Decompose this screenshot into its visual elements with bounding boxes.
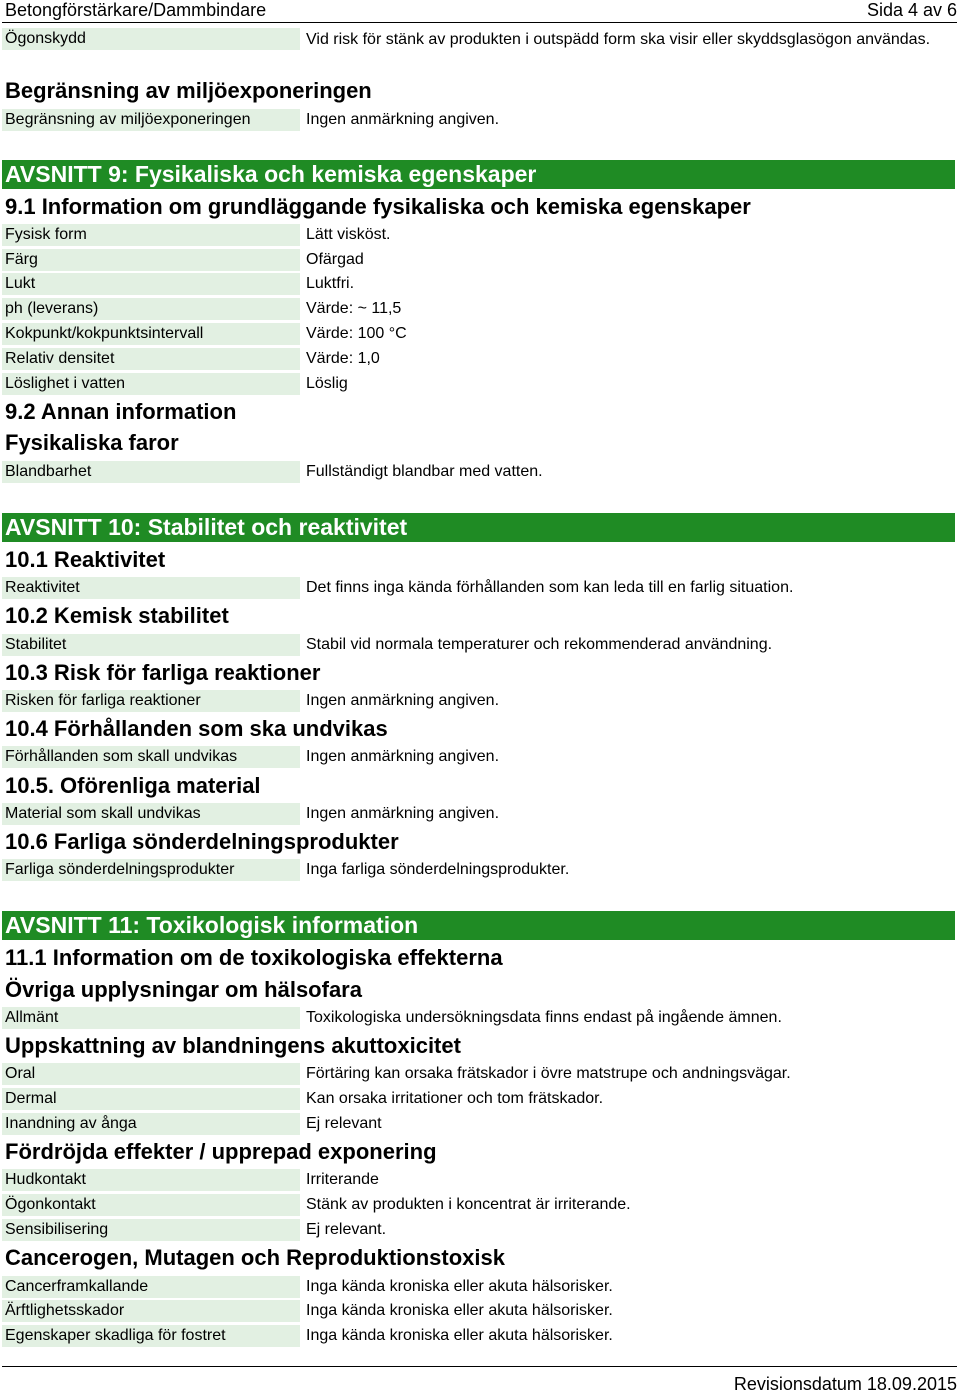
label-miscibility: Blandbarhet: [2, 461, 300, 483]
heading-10-1: 10.1 Reaktivitet: [5, 547, 166, 572]
revision-date: Revisionsdatum 18.09.2015: [733, 1374, 957, 1394]
value-vapour-inhalation: Ej relevant: [306, 1115, 382, 1132]
label-dermal: Dermal: [2, 1088, 300, 1110]
section-10-title-bar: AVSNITT 10: Stabilitet och reaktivitet: [2, 513, 955, 542]
label-water-solubility: Löslighet i vatten: [2, 373, 300, 395]
label-sensitisation: Sensibilisering: [2, 1219, 300, 1241]
value-skin-contact: Irriterande: [306, 1171, 379, 1188]
label-env-exposure: Begränsning av miljöexponeringen: [2, 109, 300, 131]
page-number: Sida 4 av 6: [866, 0, 957, 20]
heading-10-6: 10.6 Farliga sönderdelningsprodukter: [5, 829, 399, 854]
heading-acute-toxicity: Uppskattning av blandningens akuttoxicitet: [5, 1033, 461, 1058]
value-relative-density: Värde: 1,0: [306, 350, 380, 367]
value-eye-protection: Vid risk för stänk av produkten i outspädd form ska visir eller skyddsglasögon användas.: [306, 31, 931, 48]
value-color: Ofärgad: [306, 251, 364, 268]
value-ph: Värde: ~ 11,5: [306, 300, 402, 317]
section-11-title-bar: AVSNITT 11: Toxikologisk information: [2, 911, 955, 940]
label-eye-protection: Ögonskydd: [2, 28, 300, 50]
label-conditions-to-avoid: Förhållanden som skall undvikas: [2, 746, 300, 768]
value-stability: Stabil vid normala temperaturer och rekommenderad användning.: [306, 636, 773, 653]
value-miscibility: Fullständigt blandbar med vatten.: [306, 463, 543, 480]
value-general: Toxikologiska undersökningsdata finns endast på ingående ämnen.: [306, 1009, 782, 1026]
heading-10-3: 10.3 Risk för farliga reaktioner: [5, 660, 321, 685]
heading-physical-hazards: Fysikaliska faror: [5, 430, 179, 455]
value-mutagenic: Inga kända kroniska eller akuta hälsorisker.: [306, 1302, 613, 1319]
label-decomposition-products: Farliga sönderdelningsprodukter: [2, 859, 300, 881]
label-incompatible-materials: Material som skall undvikas: [2, 803, 300, 825]
label-oral: Oral: [2, 1063, 300, 1085]
document-title: Betongförstärkare/Dammbindare: [5, 0, 267, 20]
label-carcinogenic: Cancerframkallande: [2, 1276, 300, 1298]
label-stability: Stabilitet: [2, 634, 300, 656]
value-reproductive-toxicity: Inga kända kroniska eller akuta hälsorisker.: [306, 1327, 613, 1344]
heading-10-5: 10.5. Oförenliga material: [5, 773, 261, 798]
label-general: Allmänt: [2, 1007, 300, 1029]
label-relative-density: Relativ densitet: [2, 348, 300, 370]
value-reactivity: Det finns inga kända förhållanden som kan leda till en farlig situation.: [306, 579, 794, 596]
heading-10-2: 10.2 Kemisk stabilitet: [5, 603, 229, 628]
footer-divider: [2, 1366, 957, 1367]
label-boiling-point: Kokpunkt/kokpunktsintervall: [2, 323, 300, 345]
label-hazardous-reactions: Risken för farliga reaktioner: [2, 690, 300, 712]
heading-delayed-effects: Fördröjda effekter / upprepad exponering: [5, 1139, 437, 1164]
value-carcinogenic: Inga kända kroniska eller akuta hälsorisker.: [306, 1278, 613, 1295]
value-conditions-to-avoid: Ingen anmärkning angiven.: [306, 748, 500, 765]
heading-env-exposure: Begränsning av miljöexponeringen: [5, 78, 372, 103]
label-physical-form: Fysisk form: [2, 224, 300, 246]
value-eye-contact: Stänk av produkten i koncentrat är irriterande.: [306, 1196, 631, 1213]
value-physical-form: Lätt visköst.: [306, 226, 391, 243]
label-vapour-inhalation: Inandning av ånga: [2, 1113, 300, 1135]
label-eye-contact: Ögonkontakt: [2, 1194, 300, 1216]
value-incompatible-materials: Ingen anmärkning angiven.: [306, 805, 500, 822]
header-divider: [2, 22, 957, 23]
value-oral: Förtäring kan orsaka frätskador i övre matstrupe och andningsvägar.: [306, 1065, 791, 1082]
label-reactivity: Reaktivitet: [2, 577, 300, 599]
value-odor: Luktfri.: [306, 275, 355, 292]
label-color: Färg: [2, 249, 300, 271]
value-decomposition-products: Inga farliga sönderdelningsprodukter.: [306, 861, 570, 878]
heading-10-4: 10.4 Förhållanden som ska undvikas: [5, 716, 388, 741]
value-sensitisation: Ej relevant.: [306, 1221, 387, 1238]
heading-cmr: Cancerogen, Mutagen och Reproduktionstoxisk: [5, 1245, 505, 1270]
heading-9-1: 9.1 Information om grundläggande fysikaliska och kemiska egenskaper: [5, 194, 751, 219]
label-mutagenic: Ärftlighetsskador: [2, 1300, 300, 1322]
value-water-solubility: Löslig: [306, 375, 348, 392]
label-skin-contact: Hudkontakt: [2, 1169, 300, 1191]
heading-11-1: 11.1 Information om de toxikologiska effekterna: [5, 945, 503, 970]
label-ph: ph (leverans): [2, 298, 300, 320]
value-boiling-point: Värde: 100 °C: [306, 325, 407, 342]
value-hazardous-reactions: Ingen anmärkning angiven.: [306, 692, 500, 709]
label-reproductive-toxicity: Egenskaper skadliga för fostret: [2, 1325, 300, 1347]
label-odor: Lukt: [2, 273, 300, 295]
heading-other-health-info: Övriga upplysningar om hälsofara: [5, 977, 362, 1002]
section-9-title-bar: AVSNITT 9: Fysikaliska och kemiska egenskaper: [2, 160, 955, 189]
value-dermal: Kan orsaka irritationer och tom frätskador.: [306, 1090, 604, 1107]
value-env-exposure: Ingen anmärkning angiven.: [306, 111, 500, 128]
heading-9-2: 9.2 Annan information: [5, 399, 237, 424]
